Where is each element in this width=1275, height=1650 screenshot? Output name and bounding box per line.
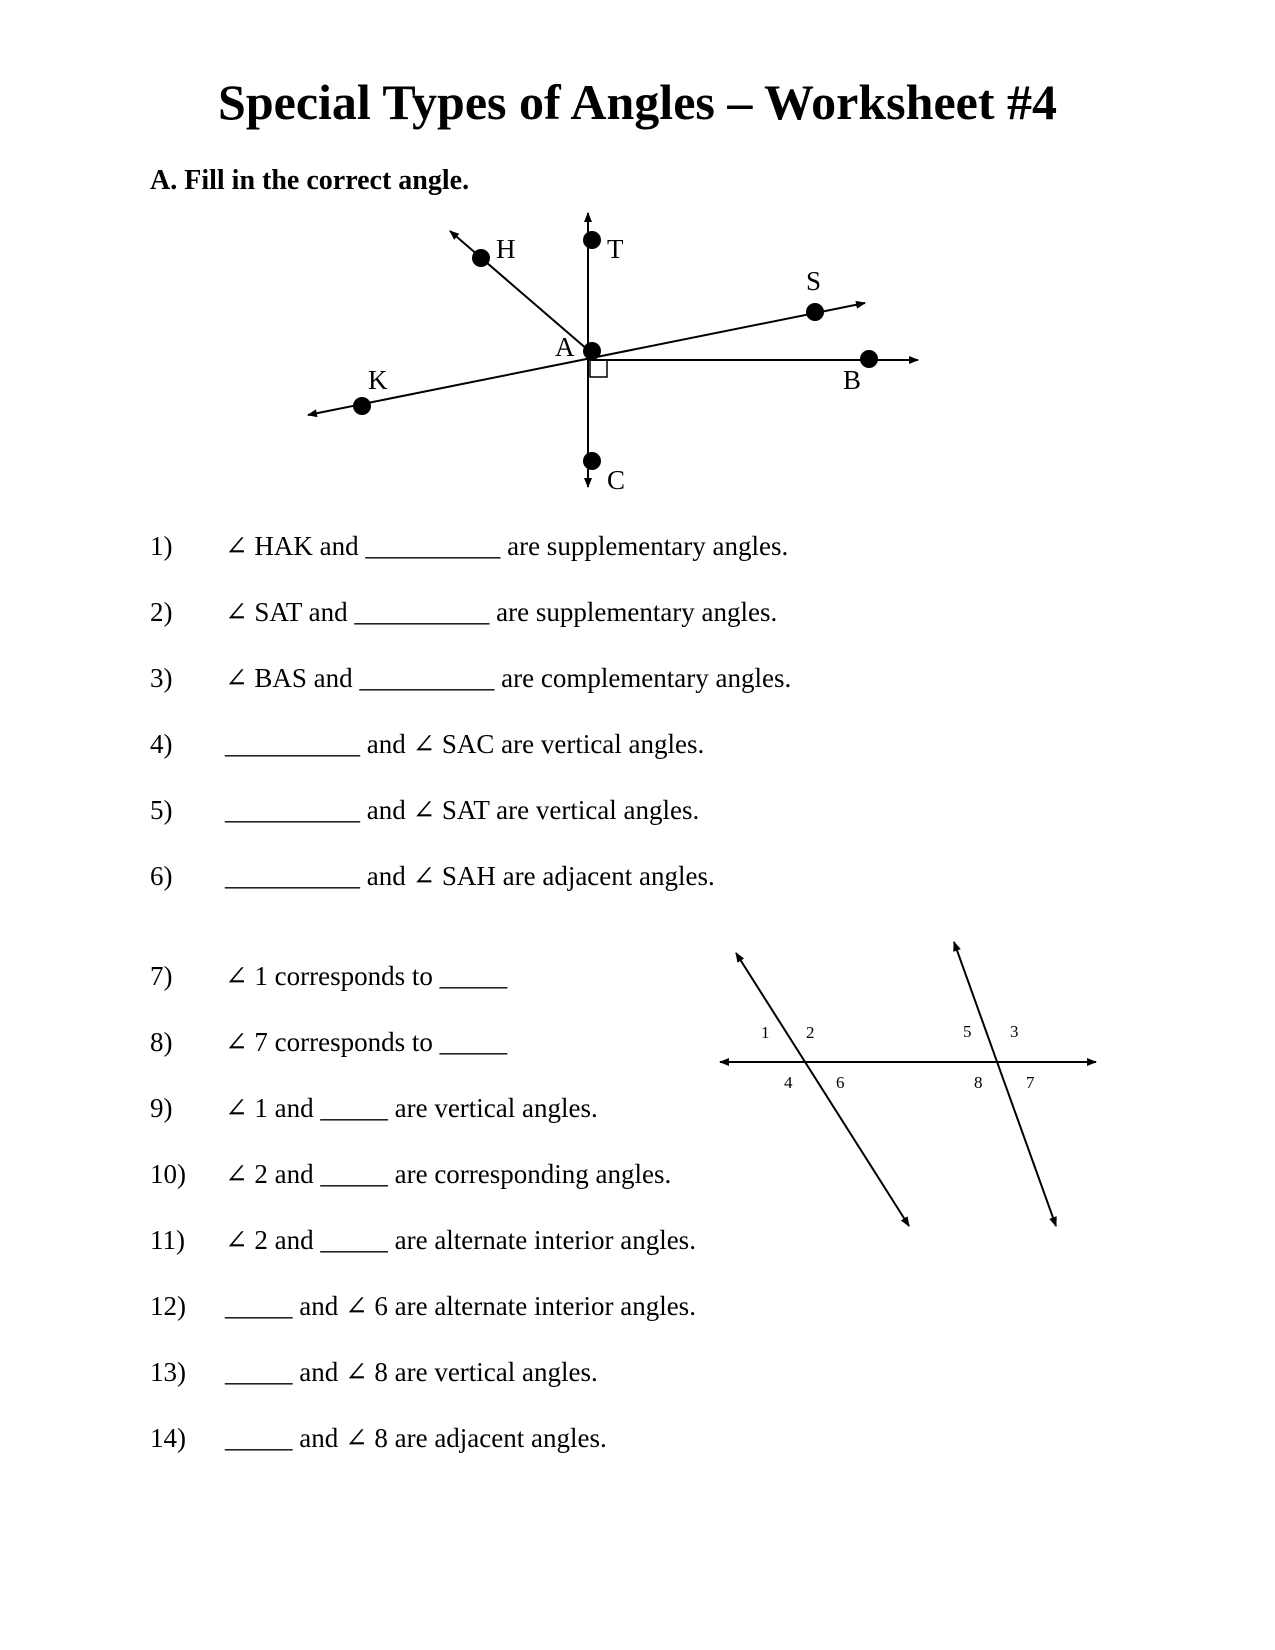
question-6-number: 6) (150, 861, 173, 891)
question-1-text: ∠ HAK and __________ are supplementary angles. (225, 531, 789, 561)
label-b: B (843, 365, 862, 395)
label-c: C (607, 465, 626, 495)
question-12-text: _____ and ∠ 6 are alternate interior angles. (225, 1291, 696, 1321)
transversal-left (736, 953, 909, 1226)
angle-diagram-2 (720, 942, 1096, 1226)
question-3-text: ∠ BAS and __________ are complementary angles. (225, 663, 792, 693)
question-11-number: 11) (150, 1225, 185, 1255)
point-b (860, 350, 878, 368)
label-s: S (806, 266, 822, 296)
angle-label-5: 5 (963, 1022, 972, 1041)
question-9-text: ∠ 1 and _____ are vertical angles. (225, 1093, 598, 1123)
question-13-number: 13) (150, 1357, 186, 1387)
point-c (583, 452, 601, 470)
label-a: A (555, 332, 575, 362)
angle-label-8: 8 (974, 1073, 983, 1092)
worksheet-title: Special Types of Angles – Worksheet #4 (218, 74, 1057, 130)
label-t: T (607, 234, 624, 264)
question-10-text: ∠ 2 and _____ are corresponding angles. (225, 1159, 672, 1189)
question-5-number: 5) (150, 795, 173, 825)
point-h (472, 249, 490, 267)
question-2-number: 2) (150, 597, 173, 627)
question-4-number: 4) (150, 729, 173, 759)
question-8-number: 8) (150, 1027, 173, 1057)
question-7-number: 7) (150, 961, 173, 991)
question-4-text: __________ and ∠ SAC are vertical angles. (225, 729, 705, 759)
angle-label-2: 2 (806, 1023, 815, 1042)
question-7-text: ∠ 1 corresponds to _____ (225, 961, 508, 991)
question-14-text: _____ and ∠ 8 are adjacent angles. (225, 1423, 607, 1453)
question-11-text: ∠ 2 and _____ are alternate interior angles. (225, 1225, 696, 1255)
question-5-text: __________ and ∠ SAT are vertical angles. (225, 795, 700, 825)
point-s (806, 303, 824, 321)
question-1-number: 1) (150, 531, 173, 561)
question-10-number: 10) (150, 1159, 186, 1189)
point-a (583, 342, 601, 360)
question-13-text: _____ and ∠ 8 are vertical angles. (225, 1357, 598, 1387)
label-h: H (496, 234, 516, 264)
angle-label-3: 3 (1010, 1022, 1019, 1041)
label-k: K (368, 365, 388, 395)
point-k (353, 397, 371, 415)
question-3-number: 3) (150, 663, 173, 693)
question-14-number: 14) (150, 1423, 186, 1453)
question-8-text: ∠ 7 corresponds to _____ (225, 1027, 508, 1057)
question-12-number: 12) (150, 1291, 186, 1321)
question-9-number: 9) (150, 1093, 173, 1123)
angle-label-7: 7 (1026, 1073, 1035, 1092)
point-t (583, 231, 601, 249)
angle-label-4: 4 (784, 1073, 793, 1092)
transversal-right (954, 942, 1056, 1226)
angle-label-6: 6 (836, 1073, 845, 1092)
question-2-text: ∠ SAT and __________ are supplementary angles. (225, 597, 778, 627)
section-a-heading: A. Fill in the correct angle. (150, 165, 470, 196)
question-6-text: __________ and ∠ SAH are adjacent angles. (225, 861, 715, 891)
right-angle-mark (590, 360, 607, 377)
angle-label-1: 1 (761, 1023, 770, 1042)
